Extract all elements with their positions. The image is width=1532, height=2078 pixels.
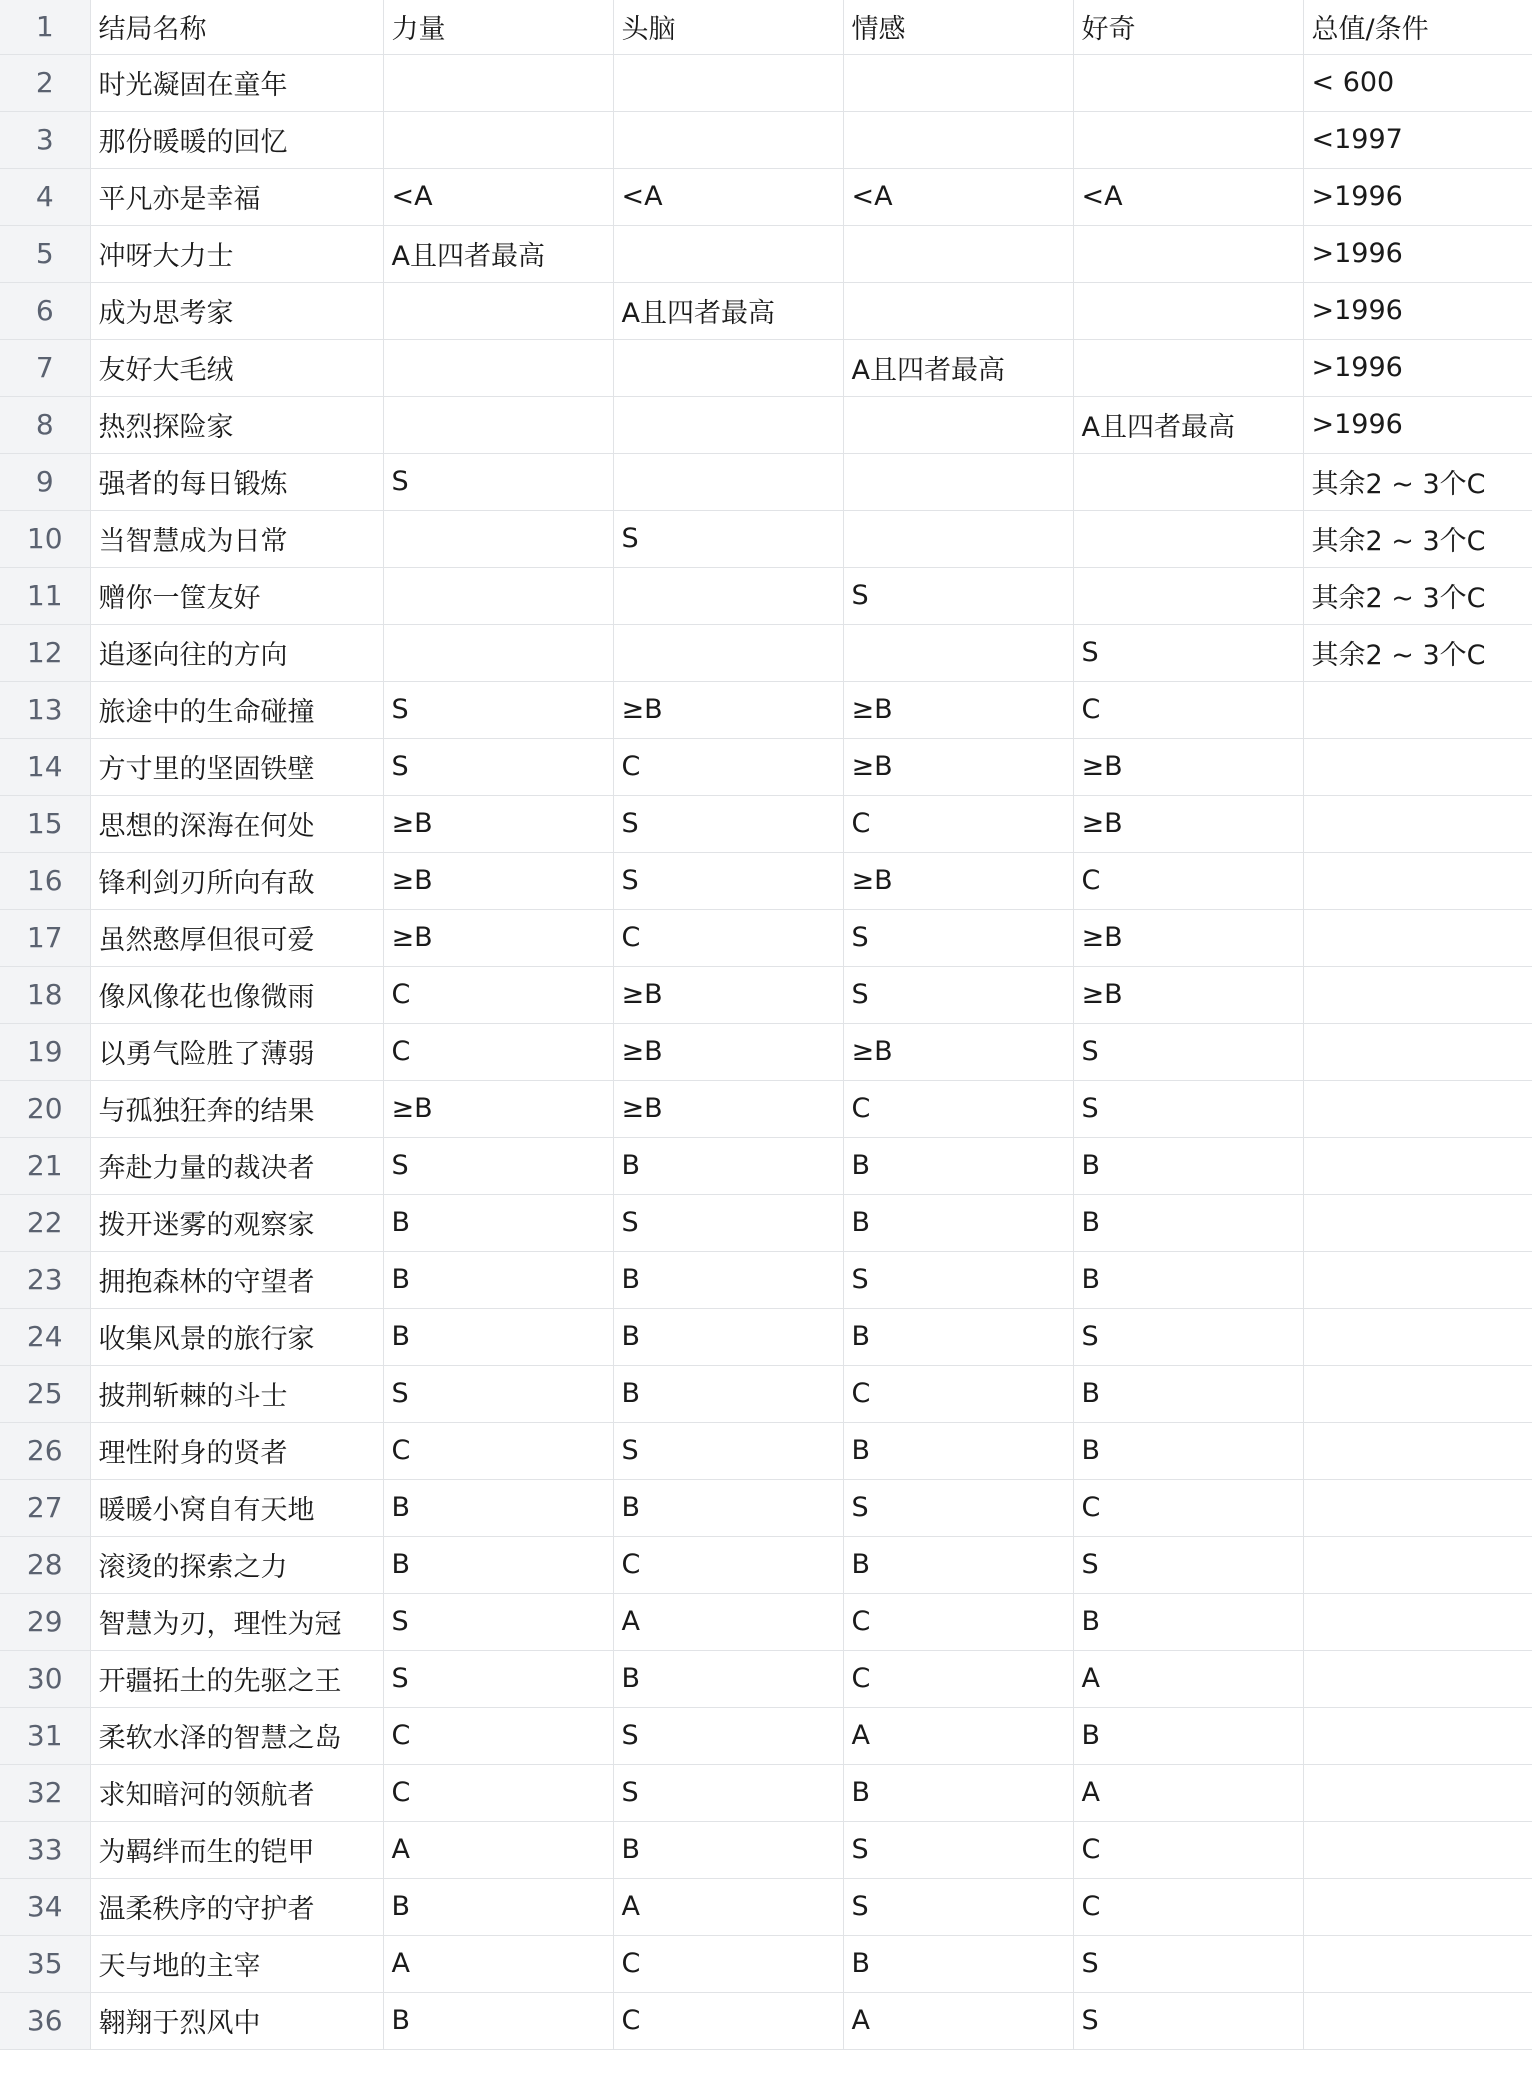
strength-cell[interactable] [383,339,613,396]
table-row [0,1308,1532,1365]
curiosity-cell[interactable]: S [1073,1536,1303,1593]
intellect-cell[interactable] [613,453,843,510]
ending-name-cell[interactable]: 奔赴力量的裁决者 [90,1137,383,1194]
intellect-cell[interactable]: C [613,1935,843,1992]
row-number[interactable]: 19 [0,1023,90,1080]
ending-name-cell[interactable]: 当智慧成为日常 [90,510,383,567]
strength-cell[interactable] [383,510,613,567]
total-condition-cell[interactable] [1303,1536,1532,1593]
row-number[interactable]: 6 [0,282,90,339]
curiosity-cell[interactable]: B [1073,1365,1303,1422]
ending-name-cell[interactable]: 暖暖小窝自有天地 [90,1479,383,1536]
strength-cell[interactable] [383,396,613,453]
row-number[interactable]: 25 [0,1365,90,1422]
strength-cell[interactable]: B [383,1992,613,2049]
row-number[interactable]: 2 [0,54,90,111]
strength-cell[interactable]: C [383,1707,613,1764]
emotion-cell[interactable] [843,54,1073,111]
table-row [0,1422,1532,1479]
table-row [0,1593,1532,1650]
ending-name-cell[interactable]: 平凡亦是幸福 [90,168,383,225]
emotion-cell[interactable]: A且四者最高 [843,339,1073,396]
curiosity-cell[interactable]: A [1073,1650,1303,1707]
intellect-cell[interactable] [613,567,843,624]
strength-cell[interactable]: S [383,453,613,510]
row-number[interactable]: 14 [0,738,90,795]
intellect-cell[interactable]: ≥B [613,681,843,738]
curiosity-cell[interactable]: S [1073,624,1303,681]
emotion-cell[interactable]: A [843,1992,1073,2049]
strength-cell[interactable] [383,282,613,339]
strength-cell[interactable]: A且四者最高 [383,225,613,282]
total-condition-cell[interactable] [1303,1308,1532,1365]
row-number[interactable]: 29 [0,1593,90,1650]
curiosity-cell[interactable]: S [1073,1308,1303,1365]
total-condition-cell[interactable] [1303,795,1532,852]
intellect-cell[interactable]: S [613,1707,843,1764]
table-row [0,1707,1532,1764]
total-condition-cell[interactable] [1303,966,1532,1023]
ending-name-cell[interactable]: 温柔秩序的守护者 [90,1878,383,1935]
total-condition-cell[interactable] [1303,1080,1532,1137]
total-condition-cell[interactable]: 其余2 ~ 3个C [1303,453,1532,510]
emotion-cell[interactable]: S [843,909,1073,966]
intellect-cell[interactable]: B [613,1308,843,1365]
ending-name-cell[interactable]: 求知暗河的领航者 [90,1764,383,1821]
intellect-cell[interactable]: S [613,852,843,909]
intellect-cell[interactable] [613,54,843,111]
strength-cell[interactable] [383,111,613,168]
emotion-cell[interactable]: B [843,1536,1073,1593]
total-condition-cell[interactable]: >1996 [1303,225,1532,282]
row-number[interactable]: 18 [0,966,90,1023]
emotion-cell[interactable]: C [843,1080,1073,1137]
curiosity-cell[interactable] [1073,510,1303,567]
emotion-cell[interactable]: ≥B [843,681,1073,738]
strength-cell[interactable]: S [383,1365,613,1422]
ending-name-cell[interactable]: 旅途中的生命碰撞 [90,681,383,738]
strength-cell[interactable]: ≥B [383,852,613,909]
strength-cell[interactable]: B [383,1536,613,1593]
row-number[interactable]: 7 [0,339,90,396]
row-number[interactable]: 17 [0,909,90,966]
intellect-cell[interactable]: ≥B [613,1080,843,1137]
row-number[interactable]: 35 [0,1935,90,1992]
column-header-curiosity[interactable]: 好奇 [1073,0,1303,54]
ending-name-cell[interactable]: 天与地的主宰 [90,1935,383,1992]
intellect-cell[interactable]: C [613,909,843,966]
ending-name-cell[interactable]: 披荆斩棘的斗士 [90,1365,383,1422]
table-row [0,1821,1532,1878]
total-condition-cell[interactable] [1303,1764,1532,1821]
emotion-cell[interactable]: C [843,1650,1073,1707]
total-condition-cell[interactable]: >1996 [1303,168,1532,225]
emotion-cell[interactable] [843,282,1073,339]
total-condition-cell[interactable] [1303,1821,1532,1878]
strength-cell[interactable]: C [383,966,613,1023]
ending-name-cell[interactable]: 柔软水泽的智慧之岛 [90,1707,383,1764]
ending-name-cell[interactable]: 开疆拓土的先驱之王 [90,1650,383,1707]
intellect-cell[interactable]: B [613,1650,843,1707]
emotion-cell[interactable]: ≥B [843,738,1073,795]
row-number[interactable]: 33 [0,1821,90,1878]
curiosity-cell[interactable]: <A [1073,168,1303,225]
table-row [0,681,1532,738]
table-row [0,1080,1532,1137]
row-number[interactable]: 1 [0,0,90,54]
ending-name-cell[interactable]: 像风像花也像微雨 [90,966,383,1023]
total-condition-cell[interactable] [1303,1251,1532,1308]
row-number[interactable]: 31 [0,1707,90,1764]
emotion-cell[interactable]: S [843,567,1073,624]
intellect-cell[interactable]: S [613,510,843,567]
ending-name-cell[interactable]: 友好大毛绒 [90,339,383,396]
table-row [0,1365,1532,1422]
strength-cell[interactable]: A [383,1821,613,1878]
total-condition-cell[interactable] [1303,1023,1532,1080]
ending-name-cell[interactable]: 锋利剑刃所向有敌 [90,852,383,909]
emotion-cell[interactable]: A [843,1707,1073,1764]
total-condition-cell[interactable] [1303,1992,1532,2049]
table-row [0,1536,1532,1593]
curiosity-cell[interactable]: B [1073,1422,1303,1479]
header-row [0,0,1532,54]
total-condition-cell[interactable]: >1996 [1303,396,1532,453]
intellect-cell[interactable]: B [613,1251,843,1308]
curiosity-cell[interactable]: ≥B [1073,795,1303,852]
column-header-ending-name[interactable]: 结局名称 [90,0,383,54]
total-condition-cell[interactable] [1303,1593,1532,1650]
column-header-strength[interactable]: 力量 [383,0,613,54]
ending-name-cell[interactable]: 时光凝固在童年 [90,54,383,111]
table-row [0,339,1532,396]
intellect-cell[interactable]: B [613,1479,843,1536]
table-row [0,168,1532,225]
ending-name-cell[interactable]: 理性附身的贤者 [90,1422,383,1479]
strength-cell[interactable]: ≥B [383,909,613,966]
curiosity-cell[interactable] [1073,54,1303,111]
emotion-cell[interactable]: C [843,1365,1073,1422]
emotion-cell[interactable]: B [843,1422,1073,1479]
ending-name-cell[interactable]: 成为思考家 [90,282,383,339]
emotion-cell[interactable]: S [843,1821,1073,1878]
table-row [0,396,1532,453]
curiosity-cell[interactable]: S [1073,1023,1303,1080]
total-condition-cell[interactable] [1303,1935,1532,1992]
row-number[interactable]: 27 [0,1479,90,1536]
emotion-cell[interactable]: B [843,1935,1073,1992]
emotion-cell[interactable]: <A [843,168,1073,225]
emotion-cell[interactable]: S [843,1479,1073,1536]
emotion-cell[interactable] [843,396,1073,453]
curiosity-cell[interactable]: C [1073,1479,1303,1536]
curiosity-cell[interactable] [1073,282,1303,339]
table-row [0,1935,1532,1992]
intellect-cell[interactable]: B [613,1365,843,1422]
row-number[interactable]: 32 [0,1764,90,1821]
strength-cell[interactable]: A [383,1935,613,1992]
strength-cell[interactable]: <A [383,168,613,225]
table-row [0,1992,1532,2049]
table-row [0,1878,1532,1935]
column-header-total-condition[interactable]: 总值/条件 [1303,0,1532,54]
ending-name-cell[interactable]: 冲呀大力士 [90,225,383,282]
table-row [0,510,1532,567]
emotion-cell[interactable] [843,225,1073,282]
table-row [0,1023,1532,1080]
table-row [0,738,1532,795]
emotion-cell[interactable]: ≥B [843,852,1073,909]
curiosity-cell[interactable]: S [1073,1935,1303,1992]
row-number[interactable]: 22 [0,1194,90,1251]
emotion-cell[interactable]: B [843,1137,1073,1194]
curiosity-cell[interactable]: C [1073,852,1303,909]
intellect-cell[interactable]: ≥B [613,966,843,1023]
table-row [0,111,1532,168]
curiosity-cell[interactable]: B [1073,1593,1303,1650]
row-number[interactable]: 9 [0,453,90,510]
total-condition-cell[interactable]: 其余2 ~ 3个C [1303,510,1532,567]
column-header-emotion[interactable]: 情感 [843,0,1073,54]
ending-name-cell[interactable]: 滚烫的探索之力 [90,1536,383,1593]
total-condition-cell[interactable] [1303,1137,1532,1194]
emotion-cell[interactable] [843,111,1073,168]
row-number[interactable]: 4 [0,168,90,225]
intellect-cell[interactable]: S [613,1764,843,1821]
emotion-cell[interactable]: S [843,966,1073,1023]
row-number[interactable]: 34 [0,1878,90,1935]
intellect-cell[interactable]: S [613,1422,843,1479]
curiosity-cell[interactable] [1073,567,1303,624]
strength-cell[interactable]: B [383,1878,613,1935]
row-number[interactable]: 30 [0,1650,90,1707]
strength-cell[interactable]: S [383,738,613,795]
ending-name-cell[interactable]: 以勇气险胜了薄弱 [90,1023,383,1080]
ending-name-cell[interactable]: 收集风景的旅行家 [90,1308,383,1365]
table-row [0,966,1532,1023]
curiosity-cell[interactable]: ≥B [1073,738,1303,795]
row-number[interactable]: 23 [0,1251,90,1308]
ending-name-cell[interactable]: 方寸里的坚固铁壁 [90,738,383,795]
row-number[interactable]: 26 [0,1422,90,1479]
total-condition-cell[interactable] [1303,681,1532,738]
ending-name-cell[interactable]: 拥抱森林的守望者 [90,1251,383,1308]
emotion-cell[interactable]: C [843,1593,1073,1650]
intellect-cell[interactable]: C [613,1536,843,1593]
table-row [0,567,1532,624]
curiosity-cell[interactable]: C [1073,1821,1303,1878]
total-condition-cell[interactable] [1303,1194,1532,1251]
row-number[interactable]: 15 [0,795,90,852]
ending-name-cell[interactable]: 翱翔于烈风中 [90,1992,383,2049]
strength-cell[interactable]: B [383,1194,613,1251]
table-row [0,1764,1532,1821]
table-row [0,1194,1532,1251]
curiosity-cell[interactable]: C [1073,681,1303,738]
row-number[interactable]: 10 [0,510,90,567]
table-row [0,1251,1532,1308]
ending-name-cell[interactable]: 那份暖暖的回忆 [90,111,383,168]
total-condition-cell[interactable]: 其余2 ~ 3个C [1303,567,1532,624]
total-condition-cell[interactable] [1303,1422,1532,1479]
ending-name-cell[interactable]: 智慧为刃，理性为冠 [90,1593,383,1650]
total-condition-cell[interactable] [1303,1878,1532,1935]
emotion-cell[interactable] [843,453,1073,510]
strength-cell[interactable]: C [383,1422,613,1479]
ending-name-cell[interactable]: 热烈探险家 [90,396,383,453]
curiosity-cell[interactable] [1073,453,1303,510]
table-row [0,54,1532,111]
intellect-cell[interactable]: S [613,1194,843,1251]
total-condition-cell[interactable]: <1997 [1303,111,1532,168]
table-row [0,453,1532,510]
row-number[interactable]: 24 [0,1308,90,1365]
ending-name-cell[interactable]: 拨开迷雾的观察家 [90,1194,383,1251]
total-condition-cell[interactable]: < 600 [1303,54,1532,111]
strength-cell[interactable]: B [383,1251,613,1308]
curiosity-cell[interactable]: C [1073,1878,1303,1935]
intellect-cell[interactable]: <A [613,168,843,225]
table-row [0,282,1532,339]
curiosity-cell[interactable]: A且四者最高 [1073,396,1303,453]
strength-cell[interactable]: S [383,681,613,738]
ending-name-cell[interactable]: 追逐向往的方向 [90,624,383,681]
total-condition-cell[interactable] [1303,1365,1532,1422]
row-number[interactable]: 28 [0,1536,90,1593]
curiosity-cell[interactable]: ≥B [1073,909,1303,966]
row-number[interactable]: 21 [0,1137,90,1194]
total-condition-cell[interactable] [1303,909,1532,966]
intellect-cell[interactable] [613,111,843,168]
ending-name-cell[interactable]: 虽然憨厚但很可爱 [90,909,383,966]
curiosity-cell[interactable]: S [1073,1080,1303,1137]
emotion-cell[interactable]: B [843,1308,1073,1365]
table-row [0,1137,1532,1194]
row-number[interactable]: 13 [0,681,90,738]
table-row [0,852,1532,909]
ending-name-cell[interactable]: 为羁绊而生的铠甲 [90,1821,383,1878]
total-condition-cell[interactable] [1303,1650,1532,1707]
emotion-cell[interactable]: B [843,1194,1073,1251]
intellect-cell[interactable]: A [613,1593,843,1650]
row-number[interactable]: 16 [0,852,90,909]
ending-name-cell[interactable]: 强者的每日锻炼 [90,453,383,510]
intellect-cell[interactable]: B [613,1137,843,1194]
total-condition-cell[interactable] [1303,738,1532,795]
total-condition-cell[interactable] [1303,1479,1532,1536]
table-row [0,909,1532,966]
intellect-cell[interactable] [613,624,843,681]
total-condition-cell[interactable]: >1996 [1303,339,1532,396]
row-number[interactable]: 12 [0,624,90,681]
curiosity-cell[interactable]: B [1073,1137,1303,1194]
row-number[interactable]: 5 [0,225,90,282]
total-condition-cell[interactable]: 其余2 ~ 3个C [1303,624,1532,681]
intellect-cell[interactable]: C [613,738,843,795]
emotion-cell[interactable]: ≥B [843,1023,1073,1080]
table-row [0,795,1532,852]
ending-name-cell[interactable]: 赠你一筐友好 [90,567,383,624]
strength-cell[interactable]: S [383,1137,613,1194]
emotion-cell[interactable]: S [843,1251,1073,1308]
table-row [0,225,1532,282]
curiosity-cell[interactable] [1073,225,1303,282]
row-number[interactable]: 8 [0,396,90,453]
curiosity-cell[interactable] [1073,111,1303,168]
intellect-cell[interactable] [613,396,843,453]
column-header-intellect[interactable]: 头脑 [613,0,843,54]
curiosity-cell[interactable]: B [1073,1707,1303,1764]
emotion-cell[interactable] [843,624,1073,681]
strength-cell[interactable] [383,54,613,111]
intellect-cell[interactable]: A且四者最高 [613,282,843,339]
strength-cell[interactable]: B [383,1479,613,1536]
intellect-cell[interactable] [613,225,843,282]
strength-cell[interactable]: B [383,1308,613,1365]
strength-cell[interactable]: ≥B [383,795,613,852]
strength-cell[interactable]: C [383,1764,613,1821]
intellect-cell[interactable]: C [613,1992,843,2049]
emotion-cell[interactable]: S [843,1878,1073,1935]
row-number[interactable]: 36 [0,1992,90,2049]
emotion-cell[interactable] [843,510,1073,567]
emotion-cell[interactable]: B [843,1764,1073,1821]
curiosity-cell[interactable] [1073,339,1303,396]
intellect-cell[interactable]: ≥B [613,1023,843,1080]
curiosity-cell[interactable]: B [1073,1194,1303,1251]
row-number[interactable]: 3 [0,111,90,168]
intellect-cell[interactable]: A [613,1878,843,1935]
intellect-cell[interactable]: S [613,795,843,852]
strength-cell[interactable] [383,567,613,624]
strength-cell[interactable]: ≥B [383,1080,613,1137]
intellect-cell[interactable]: B [613,1821,843,1878]
ending-name-cell[interactable]: 与孤独狂奔的结果 [90,1080,383,1137]
table-row [0,624,1532,681]
strength-cell[interactable]: S [383,1593,613,1650]
row-number[interactable]: 20 [0,1080,90,1137]
table-row [0,1479,1532,1536]
strength-cell[interactable] [383,624,613,681]
table-row [0,1650,1532,1707]
intellect-cell[interactable] [613,339,843,396]
curiosity-cell[interactable]: ≥B [1073,966,1303,1023]
total-condition-cell[interactable]: >1996 [1303,282,1532,339]
row-number[interactable]: 11 [0,567,90,624]
curiosity-cell[interactable]: A [1073,1764,1303,1821]
emotion-cell[interactable]: C [843,795,1073,852]
total-condition-cell[interactable] [1303,1707,1532,1764]
ending-name-cell[interactable]: 思想的深海在何处 [90,795,383,852]
total-condition-cell[interactable] [1303,852,1532,909]
curiosity-cell[interactable]: B [1073,1251,1303,1308]
curiosity-cell[interactable]: S [1073,1992,1303,2049]
strength-cell[interactable]: C [383,1023,613,1080]
strength-cell[interactable]: S [383,1650,613,1707]
